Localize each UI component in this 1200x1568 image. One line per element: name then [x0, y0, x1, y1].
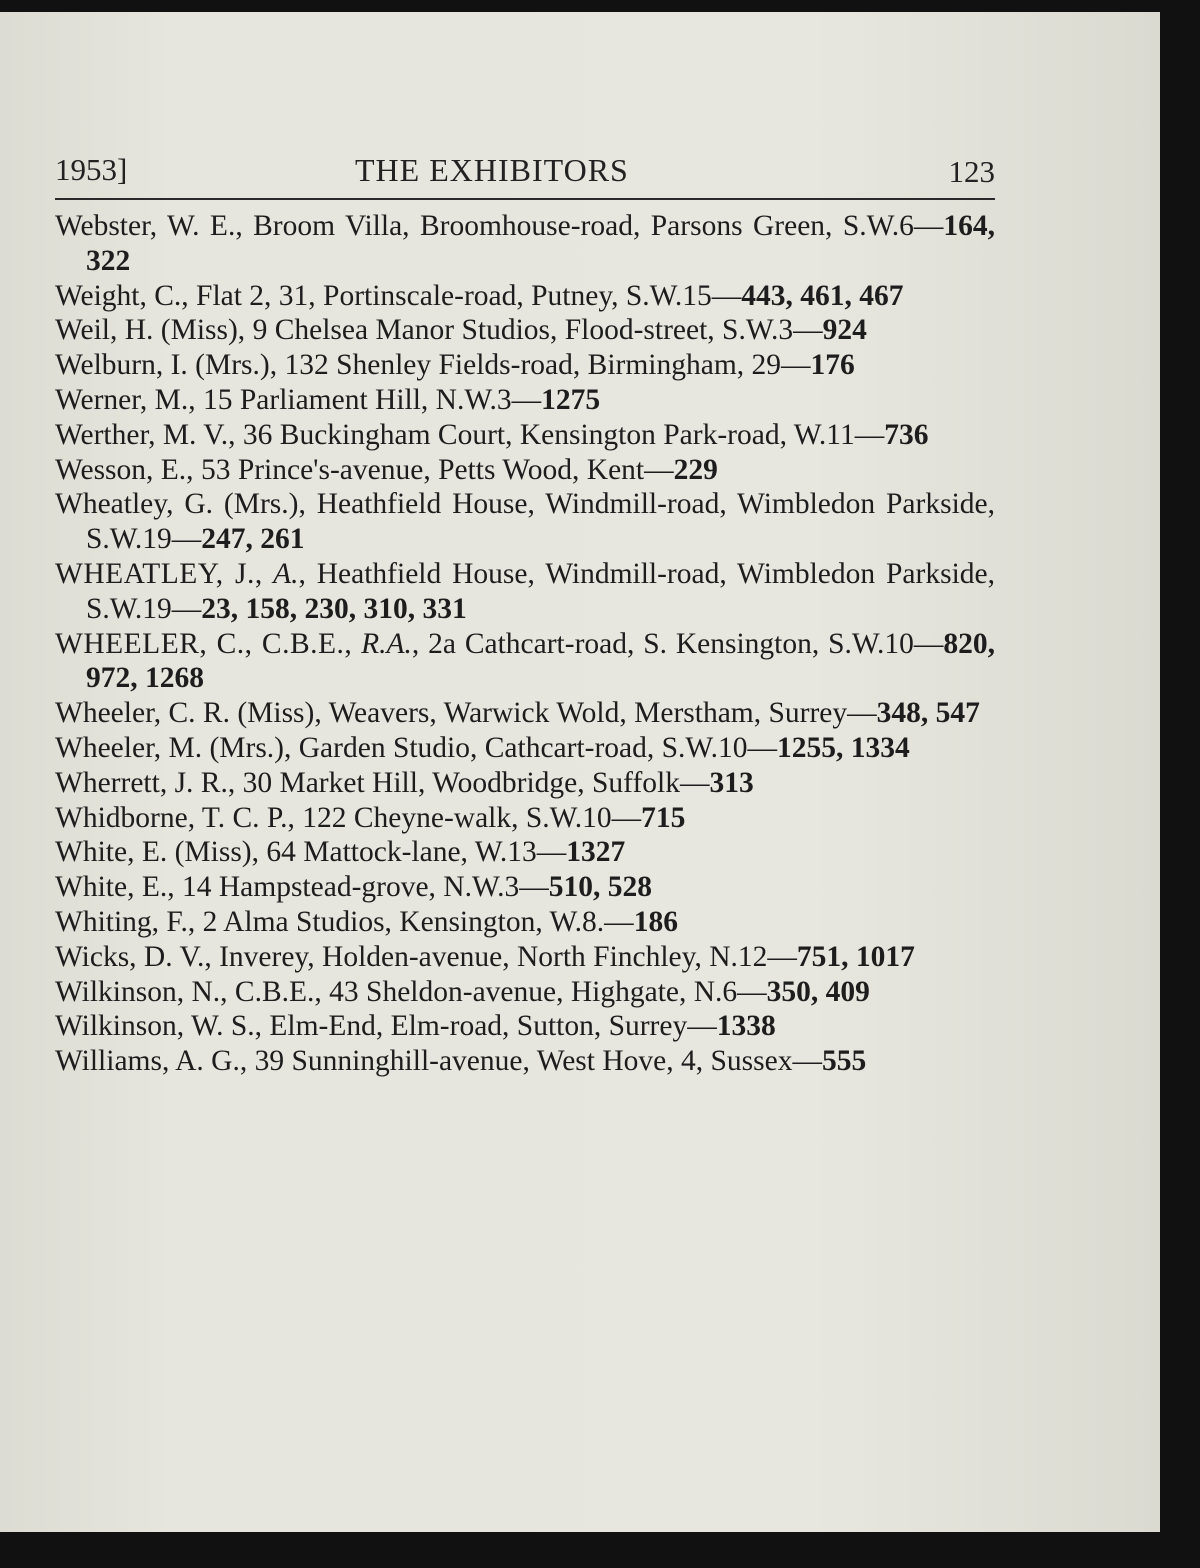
exhibitor-name: Whiting, F.,	[55, 905, 196, 938]
exhibitor-list	[55, 209, 995, 1079]
exhibit-numbers: 751, 1017	[796, 940, 915, 973]
exhibitor-name: Wilkinson, N., C.B.E.,	[55, 975, 322, 1008]
exhibitor-address: Broom Villa, Broomhouse-road, Parsons Green, S.W.6—	[242, 210, 944, 242]
exhibitor-name: Weight, C.,	[55, 279, 189, 312]
exhibit-numbers: 715	[641, 801, 686, 834]
exhibitor-name: Wheatley, G. (Mrs.),	[55, 488, 306, 521]
exhibit-numbers: 1275	[541, 383, 601, 416]
exhibitor-name: Whidborne, T. C. P.,	[55, 801, 295, 834]
exhibitor-name: Wesson, E.,	[55, 453, 194, 486]
exhibitor-entry	[55, 348, 995, 383]
exhibit-numbers: 924	[822, 314, 867, 347]
exhibit-numbers: 23, 158, 230, 310, 331	[201, 592, 467, 625]
exhibitor-address: Garden Studio, Cathcart-road, S.W.10—	[291, 731, 777, 764]
exhibitor-name: WHEELER, C., C.B.E.,	[55, 627, 353, 660]
exhibitor-name: Werther, M. V.,	[55, 418, 236, 451]
exhibitor-entry	[55, 696, 995, 731]
exhibitor-address: 14 Hampstead-grove, N.W.3—	[174, 871, 549, 904]
exhibitor-entry	[55, 383, 995, 418]
exhibitor-entry	[55, 1009, 995, 1044]
exhibitor-address: 39 Sunninghill-avenue, West Hove, 4, Sussex—	[247, 1045, 822, 1078]
exhibitor-address: 36 Buckingham Court, Kensington Park-road, W.11—	[235, 418, 885, 451]
exhibitor-name: Wheeler, M. (Mrs.),	[55, 731, 292, 764]
running-header	[55, 152, 995, 202]
exhibitor-address: 15 Parliament Hill, N.W.3—	[195, 383, 542, 416]
exhibitor-entry	[55, 418, 995, 453]
exhibit-numbers: 1255, 1334	[776, 731, 910, 764]
exhibitor-name: Williams, A. G.,	[55, 1045, 248, 1078]
exhibitor-name: Wherrett, J. R.,	[55, 766, 236, 799]
exhibitor-entry	[55, 835, 995, 870]
exhibit-numbers: 348, 547	[876, 697, 980, 730]
exhibitor-entry	[55, 975, 995, 1010]
exhibitor-entry	[55, 870, 995, 905]
exhibitor-address: , 2a Cathcart-road, S. Kensington, S.W.10—	[411, 627, 944, 660]
exhibitor-address: 122 Cheyne-walk, S.W.10—	[294, 801, 642, 834]
exhibitor-address: Heathfield House, Windmill-road, Wimbledon Parkside, S.W.19—	[86, 488, 995, 556]
exhibit-numbers: 736	[884, 418, 929, 451]
exhibitor-name: Weil, H. (Miss),	[55, 314, 246, 347]
exhibitor-address: 53 Prince's-avenue, Petts Wood, Kent—	[193, 453, 674, 486]
exhibit-numbers: 350, 409	[766, 975, 870, 1008]
exhibit-numbers: 510, 528	[548, 871, 652, 904]
exhibitor-entry	[55, 313, 995, 348]
exhibitor-entry	[55, 801, 995, 836]
exhibitor-address: 2 Alma Studios, Kensington, W.8.—	[195, 905, 634, 938]
exhibit-numbers: 1327	[566, 836, 626, 869]
exhibitor-address: 9 Chelsea Manor Studios, Flood-street, S.W.3—	[245, 314, 823, 347]
exhibitor-entry	[55, 905, 995, 940]
exhibitor-entry	[55, 209, 995, 279]
exhibitor-name: Welburn, I. (Mrs.),	[55, 349, 278, 382]
exhibitor-address: 43 Sheldon-avenue, Highgate, N.6—	[321, 975, 767, 1008]
exhibitor-address: , Heathfield House, Windmill-road, Wimbledon Parkside, S.W.19—	[86, 557, 995, 625]
header-rule	[55, 198, 995, 200]
exhibitor-address: Weavers, Warwick Wold, Merstham, Surrey—	[321, 697, 877, 730]
exhibit-numbers: 229	[673, 453, 718, 486]
exhibitor-name: White, E.,	[55, 871, 175, 904]
exhibitor-distinction: R.A.	[352, 627, 412, 660]
exhibit-numbers: 313	[709, 766, 754, 799]
exhibit-numbers: 443, 461, 467	[741, 279, 904, 312]
exhibit-numbers: 176	[810, 349, 855, 382]
exhibit-numbers: 555	[821, 1045, 867, 1078]
exhibitor-entry	[55, 766, 995, 801]
exhibitor-entry	[55, 1044, 995, 1079]
exhibitor-name: Wicks, D. V.,	[55, 940, 212, 973]
exhibitor-entry	[55, 279, 995, 314]
exhibitor-distinction: A.	[262, 557, 299, 590]
exhibitor-entry	[55, 557, 995, 627]
exhibitor-name: WHEATLEY, J.,	[55, 557, 263, 590]
exhibitor-entry	[55, 487, 995, 557]
exhibit-numbers: 247, 261	[201, 523, 305, 556]
exhibit-numbers: 164, 322	[86, 210, 996, 277]
exhibit-numbers: 1338	[716, 1010, 776, 1043]
exhibitor-entry	[55, 731, 995, 766]
exhibitor-address: 64 Mattock-lane, W.13—	[259, 836, 567, 869]
exhibitor-entry	[55, 627, 995, 697]
exhibitor-name: Werner, M.,	[55, 383, 196, 416]
exhibitor-entry	[55, 940, 995, 975]
exhibitor-name: Webster, W. E.,	[55, 210, 243, 242]
exhibitor-address: Elm-End, Elm-road, Sutton, Surrey—	[262, 1010, 717, 1043]
exhibitor-entry	[55, 453, 995, 488]
header-title: THE EXHIBITORS	[355, 152, 629, 188]
exhibitor-address: 30 Market Hill, Woodbridge, Suffolk—	[235, 766, 710, 799]
exhibitor-name: Wilkinson, W. S.,	[55, 1010, 262, 1043]
exhibitor-address: 132 Shenley Fields-road, Birmingham, 29—	[277, 349, 811, 382]
exhibitor-name: White, E. (Miss),	[55, 836, 260, 869]
exhibitor-address: Flat 2, 31, Portinscale-road, Putney, S.W.15—	[188, 279, 742, 312]
page-number: 123	[948, 154, 995, 189]
exhibitor-name: Wheeler, C. R. (Miss),	[55, 697, 322, 730]
header-year: 1953]	[55, 152, 128, 187]
exhibit-numbers: 186	[633, 905, 678, 938]
exhibitor-address: Inverey, Holden-avenue, North Finchley, N.12—	[211, 940, 797, 973]
exhibit-numbers: 820, 972, 1268	[86, 627, 996, 695]
